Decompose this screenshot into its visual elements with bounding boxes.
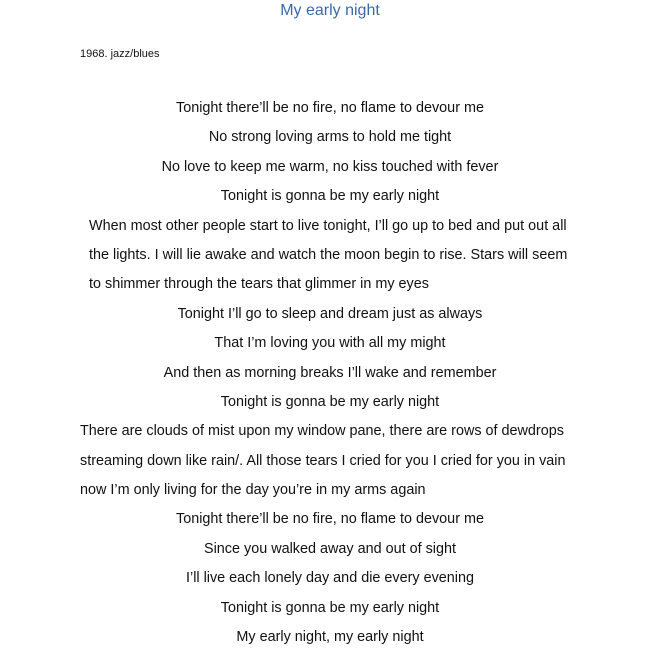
lyric-line: No strong loving arms to hold me tight	[208, 129, 452, 146]
lyric-line: now I’m only living for the day you’re in my arms again	[80, 482, 426, 499]
lyric-line: My early night, my early night	[236, 629, 424, 646]
lyric-line: I’ll live each lonely day and die every evening	[186, 570, 474, 587]
document-title: My early night	[280, 2, 380, 19]
lyric-line: And then as morning breaks I’ll wake and remember	[163, 364, 497, 381]
lyric-line: Since you walked away and out of sight	[204, 540, 456, 557]
lyric-line: No love to keep me warm, no kiss touched with fever	[161, 158, 499, 175]
lyric-line: Tonight is gonna be my early night	[220, 393, 440, 410]
lyric-line: Tonight there’ll be no fire, no flame to devour me	[176, 511, 484, 528]
lyric-line: Tonight is gonna be my early night	[220, 188, 440, 205]
lyric-line: Tonight I’ll go to sleep and dream just as always	[177, 305, 483, 322]
lyric-line: There are clouds of mist upon my window pane, there are rows of dewdrops	[80, 423, 564, 440]
lyric-line: streaming down like rain/. All those tears I cried for you I cried for you in vain	[80, 452, 566, 469]
document-meta: 1968. jazz/blues	[80, 48, 160, 60]
lyric-line: Tonight there’ll be no fire, no flame to devour me	[176, 100, 484, 116]
lyric-line: the lights. I will lie awake and watch the moon begin to rise. Stars will seem	[89, 246, 568, 263]
lyric-line: to shimmer through the tears that glimmer in my eyes	[89, 276, 429, 293]
lyric-line: That I’m loving you with all my might	[214, 335, 446, 352]
lyrics-body	[0, 94, 660, 652]
lyric-line: When most other people start to live tonight, I’ll go up to bed and put out all	[89, 217, 567, 234]
lyric-line: Tonight is gonna be my early night	[220, 599, 440, 616]
